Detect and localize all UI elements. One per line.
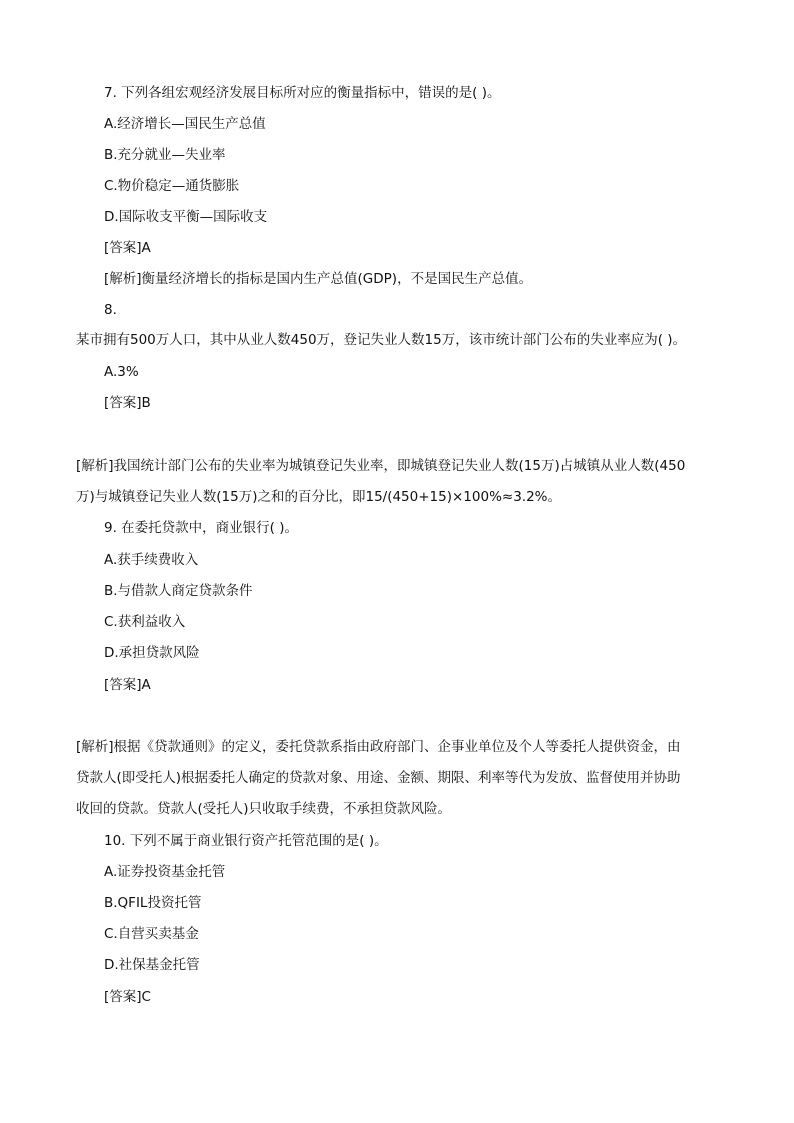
question-10-answer: [答案]C xyxy=(104,989,151,1005)
question-8-option-a: A.3% xyxy=(104,364,139,380)
question-8-number: 8. xyxy=(104,302,117,318)
question-8-analysis-line-1: [解析]我国统计部门公布的失业率为城镇登记失业率，即城镇登记失业人数(15万)占城镇从业人数(450 xyxy=(76,458,686,474)
question-9-analysis-line-3: 收回的贷款。贷款人(受托人)只收取手续费，不承担贷款风险。 xyxy=(76,801,452,817)
question-9-option-c: C.获利益收入 xyxy=(104,614,186,630)
question-10-stem: 10. 下列不属于商业银行资产托管范围的是( )。 xyxy=(104,833,388,849)
question-7-answer: [答案]A xyxy=(104,240,151,256)
question-8-analysis-line-2: 万)与城镇登记失业人数(15万)之和的百分比，即15/(450+15)×100%≈3.2%。 xyxy=(76,489,562,505)
question-9-answer: [答案]A xyxy=(104,677,151,693)
question-7-option-a: A.经济增长—国民生产总值 xyxy=(104,116,266,132)
question-7-option-d: D.国际收支平衡—国际收支 xyxy=(104,209,268,225)
question-9-analysis-line-1: [解析]根据《贷款通则》的定义，委托贷款系指由政府部门、企事业单位及个人等委托人提供资金，由 xyxy=(76,739,681,755)
question-10-option-b: B.QFIL投资托管 xyxy=(104,895,202,911)
question-10-option-a: A.证券投资基金托管 xyxy=(104,864,226,880)
question-10-option-d: D.社保基金托管 xyxy=(104,957,200,973)
question-8-answer: [答案]B xyxy=(104,395,151,411)
question-8-stem: 某市拥有500万人口，其中从业人数450万，登记失业人数15万，该市统计部门公布的失业率应为( )。 xyxy=(76,332,687,348)
question-7-option-b: B.充分就业—失业率 xyxy=(104,147,226,163)
question-7-stem: 7. 下列各组宏观经济发展目标所对应的衡量指标中，错误的是( )。 xyxy=(104,85,501,101)
question-9-stem: 9. 在委托贷款中，商业银行( )。 xyxy=(104,520,298,536)
question-9-option-b: B.与借款人商定贷款条件 xyxy=(104,583,253,599)
question-9-analysis-line-2: 贷款人(即受托人)根据委托人确定的贷款对象、用途、金额、期限、利率等代为发放、监督使用并协助 xyxy=(76,770,681,786)
question-7-option-c: C.物价稳定—通货膨胀 xyxy=(104,178,240,194)
question-7-analysis: [解析]衡量经济增长的指标是国内生产总值(GDP)，不是国民生产总值。 xyxy=(104,271,533,287)
question-10-option-c: C.自营买卖基金 xyxy=(104,926,199,942)
question-9-option-d: D.承担贷款风险 xyxy=(104,645,200,661)
question-9-option-a: A.获手续费收入 xyxy=(104,552,199,568)
